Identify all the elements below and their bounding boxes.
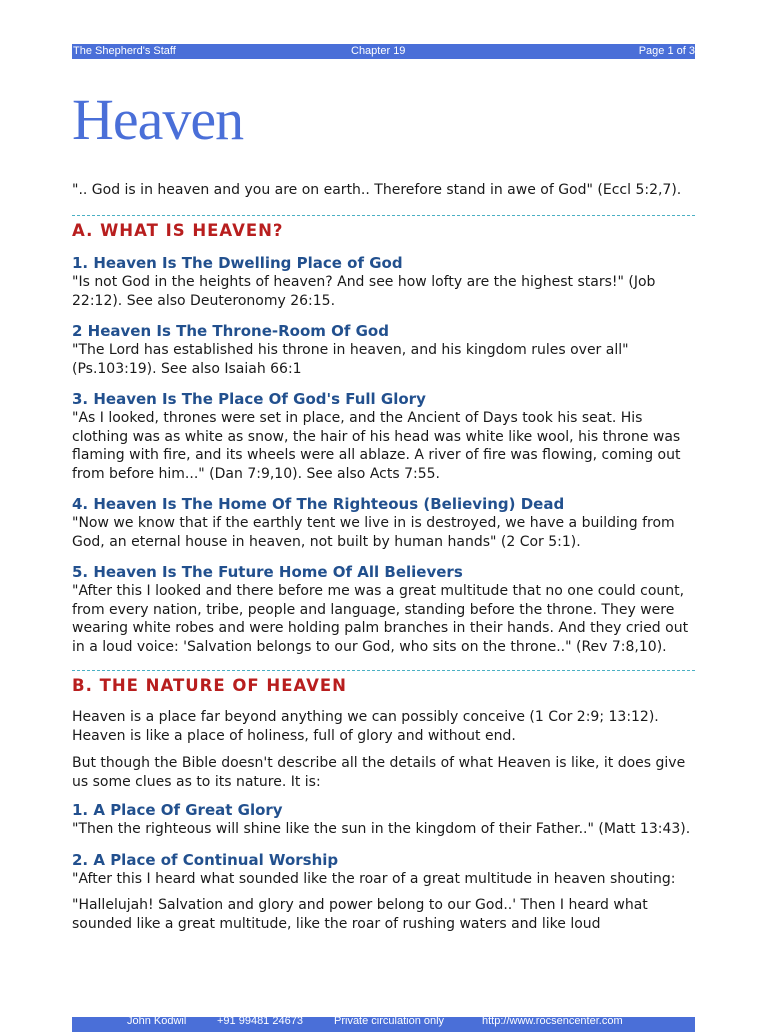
item-b1-text: "Then the righteous will shine like the sun in the kingdom of their Father.." (Matt 13:43). — [72, 821, 691, 837]
section-b-paragraph-1: Heaven is a place far beyond anything we can possibly conceive (1 Cor 2:9; 13:12). Heaven is like a place of holiness, full of glory and without end. — [72, 709, 659, 744]
header-book-title: The Shepherd's Staff — [73, 45, 176, 57]
header-chapter: Chapter 19 — [351, 45, 406, 57]
section-divider — [72, 670, 695, 671]
item-b2-heading: 2. A Place of Continual Worship — [72, 850, 339, 869]
item-a2-text: "The Lord has established his throne in heaven, and his kingdom rules over all" (Ps.103:19). See also Isaiah 66:1 — [72, 342, 629, 377]
item-b1-heading: 1. A Place Of Great Glory — [72, 801, 283, 819]
item-a1-heading: 1. Heaven Is The Dwelling Place of God — [72, 254, 403, 272]
item-a5-heading: 5. Heaven Is The Future Home Of All Believers — [72, 563, 463, 581]
footer-url[interactable]: http://www.rocsencenter.com — [482, 1017, 623, 1027]
section-divider — [72, 215, 695, 216]
section-a-heading: A. WHAT IS HEAVEN? — [72, 221, 284, 240]
footer-note: Private circulation only — [334, 1017, 445, 1027]
item-a2-heading: 2 Heaven Is The Throne-Room Of God — [72, 322, 389, 340]
item-b2-text-continued: "Hallelujah! Salvation and glory and power belong to our God..' Then I heard what sounded like a great multitude, like the roar of rushing waters and like loud — [72, 897, 648, 932]
item-a5-text: "After this I looked and there before me was a great multitude that no one could count, from every nation, tribe, people and language, standing before the throne. They were wearing white robes and were holding palm branches in their hands. And they cried out in a loud voice: 'Salvation belongs to our God, who sits on the throne.." (Rev 7:8,10). — [72, 583, 689, 655]
item-a3-heading: 3. Heaven Is The Place Of God's Full Glory — [72, 390, 426, 408]
footer-phone: +91 99481 24673 — [217, 1017, 303, 1027]
running-header — [72, 44, 695, 59]
running-footer — [72, 1017, 695, 1032]
item-a3-text: "As I looked, thrones were set in place, and the Ancient of Days took his seat. His clothing was as white as snow, the hair of his head was white like wool, his throne was flaming with fire, and its wheels were all ablaze. A river of fire was flowing, coming out from before him..." (Dan 7:9,10). See also Acts 7:55. — [72, 410, 681, 482]
item-a4-text: "Now we know that if the earthly tent we live in is destroyed, we have a building from God, an eternal house in heaven, not built by human hands" (2 Cor 5:1). — [72, 515, 675, 550]
document-page — [72, 44, 695, 933]
section-b-paragraph-2: But though the Bible doesn't describe all the details of what Heaven is like, it does give us some clues as to its nature. It is: — [72, 755, 686, 790]
header-page-number: Page 1 of 3 — [638, 45, 695, 57]
item-a4-heading: 4. Heaven Is The Home Of The Righteous (Believing) Dead — [72, 495, 565, 513]
item-b2-text: "After this I heard what sounded like the roar of a great multitude in heaven shouting: — [72, 870, 676, 887]
intro-quote: ".. God is in heaven and you are on earth.. Therefore stand in awe of God" (Eccl 5:2,7). — [72, 182, 682, 198]
footer-author: John Kodwil — [127, 1017, 187, 1027]
page-title: Heaven — [72, 87, 244, 152]
section-b-heading: B. THE NATURE OF HEAVEN — [72, 676, 347, 695]
item-a1-text: "Is not God in the heights of heaven? And see how lofty are the highest stars!" (Job 22:12). See also Deuteronomy 26:15. — [72, 274, 656, 309]
